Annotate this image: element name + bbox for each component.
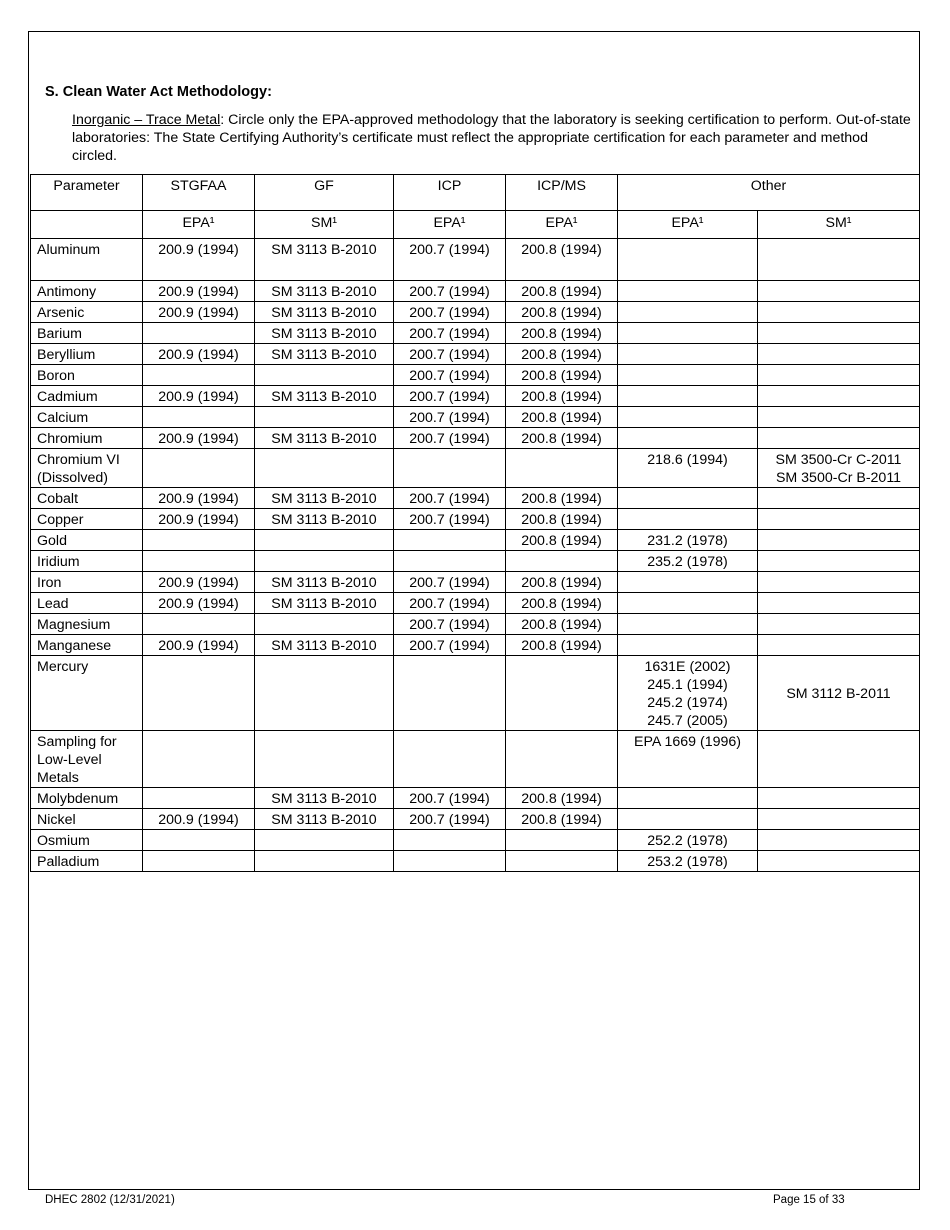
table-row [31, 488, 920, 509]
cell-gf[interactable] [255, 365, 394, 386]
cell-gf[interactable] [255, 830, 394, 851]
table-row [31, 281, 920, 302]
table-row [31, 614, 920, 635]
cell-other-sm[interactable] [758, 593, 920, 614]
header-icpms: ICP/MS [506, 175, 618, 211]
cell-icpms[interactable]: 200.8 (1994) [506, 809, 618, 830]
cell-stgfaa[interactable]: 200.9 (1994) [143, 239, 255, 281]
cell-parameter [31, 281, 143, 302]
cell-stgfaa[interactable]: 200.9 (1994) [143, 344, 255, 365]
cell-line: Beryllium [37, 347, 96, 363]
cell-parameter [31, 614, 143, 635]
cell-icpms[interactable]: 200.8 (1994) [506, 386, 618, 407]
table-row [31, 788, 920, 809]
cell-parameter [31, 788, 143, 809]
methods-table [30, 174, 920, 872]
cell-line: Chromium [37, 431, 103, 447]
table-row [31, 593, 920, 614]
cell-icp[interactable]: 200.7 (1994) [394, 323, 506, 344]
cell-icpms[interactable]: 200.8 (1994) [506, 788, 618, 809]
table-row [31, 407, 920, 428]
cell-parameter [31, 302, 143, 323]
cell-icpms[interactable] [506, 830, 618, 851]
cell-line: Iridium [37, 554, 80, 570]
cell-parameter [31, 731, 143, 788]
instructions-text: : Circle only the EPA-approved methodology that the laboratory is seeking certification to perform. Out-of-state laboratories: The State Certifying Authority’s certificate must reflect the appropriate certification for each parameter and method circled. [72, 112, 911, 164]
header-stgfaa: STGFAA [143, 175, 255, 211]
page-number: Page 15 of 33 [773, 1194, 845, 1206]
cell-other-sm[interactable] [758, 449, 920, 488]
subheader-other-sm: SM¹ [758, 211, 920, 239]
table-row [31, 386, 920, 407]
cell-gf[interactable] [255, 731, 394, 788]
table-row [31, 656, 920, 731]
cell-other-epa[interactable] [618, 851, 758, 872]
cell-stgfaa[interactable] [143, 830, 255, 851]
cell-icp[interactable]: 200.7 (1994) [394, 635, 506, 656]
cell-gf[interactable]: SM 3113 B-2010 [255, 386, 394, 407]
cell-icpms[interactable]: 200.8 (1994) [506, 509, 618, 530]
cell-gf[interactable]: SM 3113 B-2010 [255, 428, 394, 449]
cell-line: Metals [37, 770, 79, 786]
cell-stgfaa[interactable]: 200.9 (1994) [143, 572, 255, 593]
cell-other-sm[interactable] [758, 488, 920, 509]
table-row [31, 239, 920, 281]
cell-other-epa[interactable] [618, 344, 758, 365]
cell-gf[interactable]: SM 3113 B-2010 [255, 239, 394, 281]
cell-line: Copper [37, 512, 84, 528]
cell-line: 245.2 (1974) [647, 695, 728, 711]
cell-line: Calcium [37, 410, 89, 426]
table-row [31, 635, 920, 656]
cell-other-epa[interactable] [618, 488, 758, 509]
cell-stgfaa[interactable]: 200.9 (1994) [143, 593, 255, 614]
cell-other-sm[interactable] [758, 551, 920, 572]
cell-icpms[interactable]: 200.8 (1994) [506, 488, 618, 509]
cell-other-sm[interactable] [758, 851, 920, 872]
cell-gf[interactable] [255, 614, 394, 635]
cell-line: Low-Level [37, 752, 102, 768]
table-row [31, 851, 920, 872]
cell-icpms[interactable]: 200.8 (1994) [506, 530, 618, 551]
cell-icp[interactable] [394, 449, 506, 488]
cell-other-sm[interactable] [758, 407, 920, 428]
cell-icp[interactable]: 200.7 (1994) [394, 428, 506, 449]
header-parameter: Parameter [31, 175, 143, 211]
table-body [31, 239, 920, 872]
cell-line: Antimony [37, 284, 97, 300]
cell-gf[interactable] [255, 407, 394, 428]
cell-stgfaa[interactable] [143, 323, 255, 344]
cell-gf[interactable]: SM 3113 B-2010 [255, 281, 394, 302]
table-row [31, 302, 920, 323]
cell-other-epa[interactable] [618, 731, 758, 788]
cell-icp[interactable]: 200.7 (1994) [394, 488, 506, 509]
cell-gf[interactable] [255, 656, 394, 731]
table-row [31, 572, 920, 593]
cell-icp[interactable]: 200.7 (1994) [394, 386, 506, 407]
cell-other-epa[interactable] [618, 614, 758, 635]
cell-line: SM 3500-Cr B-2011 [775, 470, 902, 486]
cell-parameter [31, 365, 143, 386]
cell-line: Chromium VI [37, 452, 120, 468]
cell-line: 253.2 (1978) [647, 854, 728, 870]
table-row [31, 344, 920, 365]
cell-other-sm[interactable] [758, 635, 920, 656]
cell-other-sm[interactable] [758, 323, 920, 344]
subheader-gf: SM¹ [255, 211, 394, 239]
cell-stgfaa[interactable] [143, 530, 255, 551]
cell-other-sm[interactable] [758, 281, 920, 302]
cell-icpms[interactable]: 200.8 (1994) [506, 428, 618, 449]
cell-line: Manganese [37, 638, 112, 654]
cell-line: Aluminum [37, 242, 101, 258]
cell-parameter [31, 488, 143, 509]
cell-line: Arsenic [37, 305, 85, 321]
subheader-row [31, 211, 920, 239]
cell-gf[interactable]: SM 3113 B-2010 [255, 323, 394, 344]
cell-line: 1631E (2002) [644, 659, 731, 675]
cell-icp[interactable] [394, 656, 506, 731]
cell-icp[interactable]: 200.7 (1994) [394, 509, 506, 530]
cell-other-sm[interactable] [758, 830, 920, 851]
subheader-other-epa: EPA¹ [618, 211, 758, 239]
cell-other-sm[interactable] [758, 656, 920, 731]
form-id: DHEC 2802 (12/31/2021) [45, 1194, 175, 1206]
cell-other-sm[interactable] [758, 344, 920, 365]
cell-line: Osmium [37, 833, 90, 849]
cell-other-epa[interactable] [618, 635, 758, 656]
cell-icpms[interactable] [506, 851, 618, 872]
table-row [31, 830, 920, 851]
cell-icpms[interactable]: 200.8 (1994) [506, 407, 618, 428]
cell-icp[interactable]: 200.7 (1994) [394, 302, 506, 323]
cell-other-sm[interactable] [758, 614, 920, 635]
cell-parameter [31, 851, 143, 872]
cell-other-epa[interactable] [618, 572, 758, 593]
cell-line: 235.2 (1978) [647, 554, 728, 570]
cell-icp[interactable] [394, 731, 506, 788]
table-row [31, 428, 920, 449]
cell-parameter [31, 509, 143, 530]
cell-line: Iron [37, 575, 62, 591]
cell-icp[interactable]: 200.7 (1994) [394, 788, 506, 809]
cell-stgfaa[interactable] [143, 788, 255, 809]
cell-gf[interactable]: SM 3113 B-2010 [255, 302, 394, 323]
cell-icpms[interactable]: 200.8 (1994) [506, 239, 618, 281]
cell-parameter [31, 593, 143, 614]
cell-gf[interactable]: SM 3113 B-2010 [255, 572, 394, 593]
cell-icp[interactable]: 200.7 (1994) [394, 344, 506, 365]
cell-other-sm[interactable] [758, 731, 920, 788]
cell-icpms[interactable]: 200.8 (1994) [506, 593, 618, 614]
cell-parameter [31, 344, 143, 365]
cell-parameter [31, 407, 143, 428]
cell-line: Barium [37, 326, 82, 342]
cell-icp[interactable]: 200.7 (1994) [394, 365, 506, 386]
cell-stgfaa[interactable]: 200.9 (1994) [143, 488, 255, 509]
header-icp: ICP [394, 175, 506, 211]
table-row [31, 509, 920, 530]
cell-other-sm[interactable] [758, 386, 920, 407]
cell-line: Lead [37, 596, 69, 612]
cell-line: Cadmium [37, 389, 98, 405]
cell-icpms[interactable]: 200.8 (1994) [506, 302, 618, 323]
cell-gf[interactable]: SM 3113 B-2010 [255, 635, 394, 656]
cell-line: SM 3500-Cr C-2011 [775, 452, 902, 468]
cell-other-epa[interactable] [618, 509, 758, 530]
cell-line: (Dissolved) [37, 470, 108, 486]
cell-stgfaa[interactable]: 200.9 (1994) [143, 386, 255, 407]
cell-line: Magnesium [37, 617, 111, 633]
cell-stgfaa[interactable] [143, 365, 255, 386]
table-row [31, 731, 920, 788]
cell-line: Gold [37, 533, 67, 549]
cell-line: 218.6 (1994) [647, 452, 728, 468]
cell-parameter [31, 809, 143, 830]
subheader-icpms: EPA¹ [506, 211, 618, 239]
cell-gf[interactable]: SM 3113 B-2010 [255, 809, 394, 830]
cell-parameter [31, 656, 143, 731]
table-row [31, 449, 920, 488]
cell-gf[interactable] [255, 551, 394, 572]
cell-gf[interactable]: SM 3113 B-2010 [255, 344, 394, 365]
table-row [31, 551, 920, 572]
cell-stgfaa[interactable] [143, 731, 255, 788]
cell-icpms[interactable] [506, 449, 618, 488]
cell-stgfaa[interactable]: 200.9 (1994) [143, 428, 255, 449]
cell-line: 245.1 (1994) [647, 677, 728, 693]
cell-line: Sampling for [37, 734, 117, 750]
cell-stgfaa[interactable]: 200.9 (1994) [143, 302, 255, 323]
cell-line: 252.2 (1978) [647, 833, 728, 849]
cell-icpms[interactable]: 200.8 (1994) [506, 281, 618, 302]
cell-stgfaa[interactable] [143, 656, 255, 731]
cell-other-epa[interactable] [618, 428, 758, 449]
header-other: Other [618, 175, 920, 211]
instructions [72, 111, 912, 165]
cell-other-epa[interactable] [618, 323, 758, 344]
cell-other-epa[interactable] [618, 656, 758, 731]
cell-parameter [31, 239, 143, 281]
cell-stgfaa[interactable]: 200.9 (1994) [143, 281, 255, 302]
cell-icpms[interactable]: 200.8 (1994) [506, 323, 618, 344]
cell-line: Molybdenum [37, 791, 119, 807]
cell-icp[interactable] [394, 551, 506, 572]
header-gf: GF [255, 175, 394, 211]
cell-other-sm[interactable] [758, 509, 920, 530]
cell-icpms[interactable]: 200.8 (1994) [506, 572, 618, 593]
cell-line: EPA 1669 (1996) [633, 734, 741, 750]
cell-parameter [31, 428, 143, 449]
cell-other-epa[interactable] [618, 788, 758, 809]
cell-icp[interactable]: 200.7 (1994) [394, 239, 506, 281]
cell-other-epa[interactable] [618, 302, 758, 323]
cell-icp[interactable]: 200.7 (1994) [394, 281, 506, 302]
cell-parameter [31, 635, 143, 656]
cell-line: 231.2 (1978) [647, 533, 728, 549]
cell-icpms[interactable]: 200.8 (1994) [506, 365, 618, 386]
cell-icp[interactable] [394, 530, 506, 551]
cell-icpms[interactable]: 200.8 (1994) [506, 635, 618, 656]
cell-parameter [31, 830, 143, 851]
cell-stgfaa[interactable] [143, 551, 255, 572]
cell-stgfaa[interactable]: 200.9 (1994) [143, 509, 255, 530]
cell-other-epa[interactable] [618, 551, 758, 572]
cell-stgfaa[interactable] [143, 851, 255, 872]
cell-line: 245.7 (2005) [647, 713, 728, 729]
cell-icpms[interactable] [506, 731, 618, 788]
cell-parameter [31, 323, 143, 344]
cell-icp[interactable]: 200.7 (1994) [394, 407, 506, 428]
cell-icp[interactable] [394, 851, 506, 872]
cell-other-epa[interactable] [618, 530, 758, 551]
cell-icpms[interactable]: 200.8 (1994) [506, 344, 618, 365]
cell-other-epa[interactable] [618, 830, 758, 851]
cell-other-epa[interactable] [618, 407, 758, 428]
cell-icp[interactable]: 200.7 (1994) [394, 593, 506, 614]
section-title: S. Clean Water Act Methodology: [45, 84, 272, 100]
cell-icpms[interactable] [506, 551, 618, 572]
cell-line: SM 3112 B-2011 [786, 686, 891, 702]
cell-other-epa[interactable] [618, 239, 758, 281]
subheader-parameter [31, 211, 143, 239]
cell-icp[interactable]: 200.7 (1994) [394, 572, 506, 593]
table-row [31, 530, 920, 551]
cell-stgfaa[interactable] [143, 614, 255, 635]
cell-stgfaa[interactable] [143, 449, 255, 488]
cell-icpms[interactable]: 200.8 (1994) [506, 614, 618, 635]
cell-stgfaa[interactable]: 200.9 (1994) [143, 635, 255, 656]
cell-gf[interactable]: SM 3113 B-2010 [255, 509, 394, 530]
cell-gf[interactable]: SM 3113 B-2010 [255, 488, 394, 509]
header-row [31, 175, 920, 211]
cell-line: Boron [37, 368, 75, 384]
table-row [31, 809, 920, 830]
subheader-stgfaa: EPA¹ [143, 211, 255, 239]
cell-other-sm[interactable] [758, 788, 920, 809]
cell-other-epa[interactable] [618, 449, 758, 488]
cell-other-sm[interactable] [758, 302, 920, 323]
table-row [31, 323, 920, 344]
cell-gf[interactable]: SM 3113 B-2010 [255, 593, 394, 614]
cell-other-sm[interactable] [758, 572, 920, 593]
cell-stgfaa[interactable]: 200.9 (1994) [143, 809, 255, 830]
cell-stgfaa[interactable] [143, 407, 255, 428]
cell-other-sm[interactable] [758, 365, 920, 386]
cell-line: Nickel [37, 812, 76, 828]
cell-gf[interactable] [255, 449, 394, 488]
cell-other-epa[interactable] [618, 809, 758, 830]
cell-icpms[interactable] [506, 656, 618, 731]
cell-other-sm[interactable] [758, 428, 920, 449]
cell-other-sm[interactable] [758, 809, 920, 830]
cell-other-sm[interactable] [758, 530, 920, 551]
cell-parameter [31, 530, 143, 551]
cell-other-sm[interactable] [758, 239, 920, 281]
cell-gf[interactable]: SM 3113 B-2010 [255, 788, 394, 809]
table-row [31, 365, 920, 386]
cell-parameter [31, 386, 143, 407]
cell-line: Cobalt [37, 491, 79, 507]
cell-other-epa[interactable] [618, 281, 758, 302]
cell-icp[interactable]: 200.7 (1994) [394, 614, 506, 635]
cell-line: Palladium [37, 854, 100, 870]
cell-other-epa[interactable] [618, 593, 758, 614]
cell-parameter [31, 449, 143, 488]
instructions-lead: Inorganic – Trace Metal [72, 112, 221, 128]
cell-line: Mercury [37, 659, 89, 675]
cell-gf[interactable] [255, 851, 394, 872]
cell-parameter [31, 572, 143, 593]
cell-gf[interactable] [255, 530, 394, 551]
cell-other-epa[interactable] [618, 365, 758, 386]
cell-icp[interactable]: 200.7 (1994) [394, 809, 506, 830]
subheader-icp: EPA¹ [394, 211, 506, 239]
cell-icp[interactable] [394, 830, 506, 851]
cell-parameter [31, 551, 143, 572]
cell-other-epa[interactable] [618, 386, 758, 407]
